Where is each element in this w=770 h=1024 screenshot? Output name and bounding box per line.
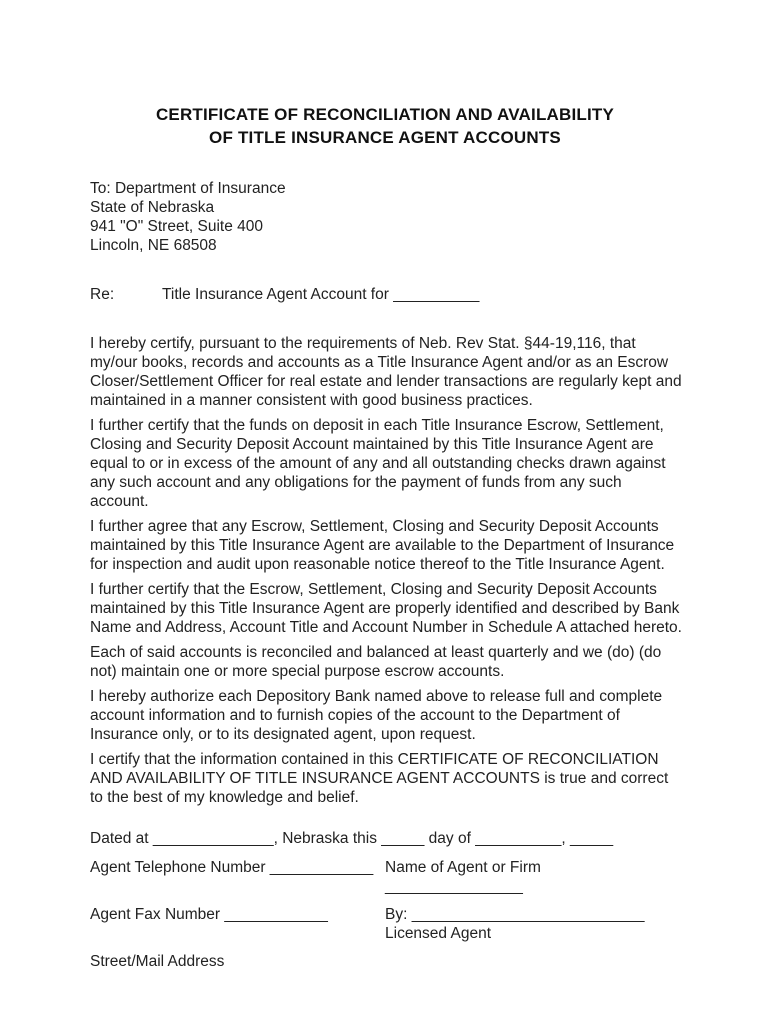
- dated-at-line: Dated at ______________, Nebraska this _____ day of __________, _____: [90, 830, 614, 847]
- signature-row-fax-by: [90, 905, 682, 943]
- paragraph-accounts-identified: I further certify that the Escrow, Settlement, Closing and Security Deposit Accounts maintained by this Title Insurance Agent are properly identified and described by Bank Name and Address, Account Title and Account Number in Schedule A attached hereto.: [90, 581, 682, 636]
- by-signature-block: [385, 905, 682, 943]
- paragraph-funds-on-deposit: I further certify that the funds on deposit in each Title Insurance Escrow, Settlement, Closing and Security Deposit Account maintained by this Title Insurance Agent are equal to or in excess of the amount of any and all outstanding checks drawn against any such account and any obligations for the payment of funds from any such account.: [90, 417, 666, 510]
- recipient-line-state: State of Nebraska: [90, 199, 215, 216]
- recipient-line-to: To: Department of Insurance: [90, 180, 286, 197]
- document-title: [0, 0, 770, 149]
- signature-row-phone-name: [90, 858, 682, 896]
- recipient-line-city: Lincoln, NE 68508: [90, 237, 217, 254]
- paragraph-certify-books: I hereby certify, pursuant to the requirements of Neb. Rev Stat. §44-19,116, that my/our books, records and accounts as a Title Insurance Agent and/or as an Escrow Closer/Settlement Officer for real estate and lender transactions are regularly kept and maintained in a manner consistent with good business practices.: [90, 335, 682, 409]
- document-title-line1: CERTIFICATE OF RECONCILIATION AND AVAILABILITY: [155, 105, 615, 124]
- paragraph-true-and-correct: I certify that the information contained in this CERTIFICATE OF RECONCILIATION AND AVAILABILITY OF TITLE INSURANCE AGENT ACCOUNTS is true and correct to the best of my knowledge and belief.: [90, 751, 669, 806]
- licensed-agent-label: Licensed Agent: [385, 925, 492, 942]
- re-line: [90, 285, 770, 304]
- paragraph-authorize-bank: I hereby authorize each Depository Bank named above to release full and complete account information and to furnish copies of the account to the Department of Insurance only, or to its designated agent, upon request.: [90, 688, 663, 743]
- agent-telephone-field: Agent Telephone Number ____________: [90, 859, 374, 876]
- recipient-line-street: 941 "O" Street, Suite 400: [90, 218, 263, 235]
- agent-fax-field: Agent Fax Number ____________: [90, 906, 328, 923]
- body-paragraphs: [90, 334, 682, 807]
- by-signature-line: By: ___________________________: [385, 906, 645, 923]
- paragraph-reconciled-quarterly: Each of said accounts is reconciled and balanced at least quarterly and we (do) (do not) maintain one or more special purpose escrow accounts.: [90, 644, 662, 680]
- document-title-line2: OF TITLE INSURANCE AGENT ACCOUNTS: [209, 128, 561, 147]
- signature-section: [90, 829, 682, 971]
- paragraph-accounts-available: I further agree that any Escrow, Settlement, Closing and Security Deposit Accounts maintained by this Title Insurance Agent are available to the Department of Insurance for inspection and audit upon reasonable notice thereof to the Title Insurance Agent.: [90, 518, 675, 573]
- re-subject-text: Title Insurance Agent Account for __________: [162, 286, 480, 303]
- recipient-address-block: [90, 179, 770, 255]
- street-mail-address-label: Street/Mail Address: [90, 953, 225, 970]
- name-of-agent-field: Name of Agent or Firm ________________: [385, 859, 541, 895]
- re-label: Re:: [90, 286, 115, 303]
